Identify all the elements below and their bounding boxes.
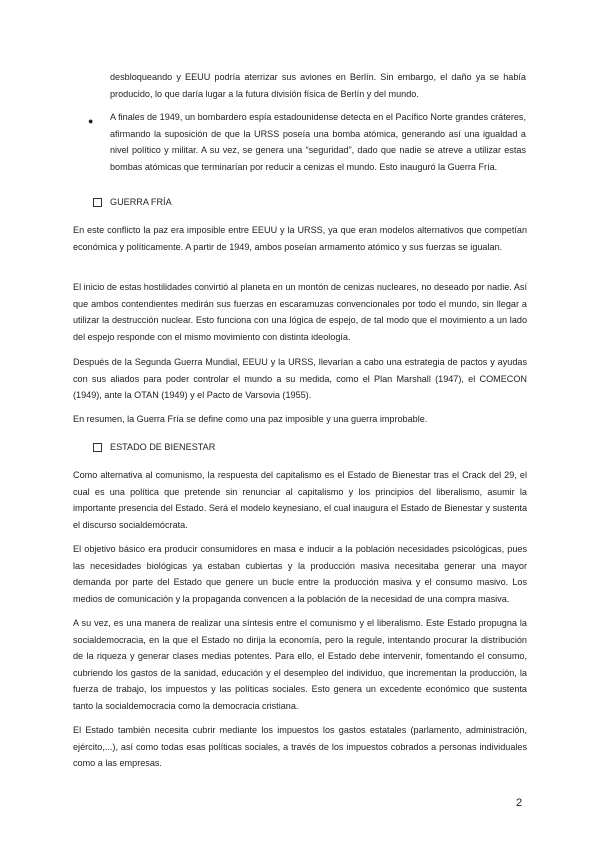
bullet-paragraph: A finales de 1949, un bombardero espía estadounidense detecta en el Pacífico Norte grandes cráteres, afirmando la suposición de que la URSS poseía una bomba atómica, generando así una igualdad a nivel político y militar. A su vez, se genera una “seguridad”, dado que nadie se atreve a utilizar estas bombas atómicas que terminarían por reducir a cenizas el mundo. Esto inauguró la Guerra Fría.: [110, 112, 526, 172]
section-heading-guerra-fria: [93, 196, 172, 208]
checkbox-icon[interactable]: [93, 198, 102, 207]
paragraph: En resumen, la Guerra Fría se define como una paz imposible y una guerra improbable.: [73, 414, 428, 424]
section-title: ESTADO DE BIENESTAR: [110, 442, 216, 452]
paragraph: A su vez, es una manera de realizar una síntesis entre el comunismo y el liberalismo. Este Estado propugna la socialdemocracia, en la que el Estado no dirija la economía, pero la regule, intentando procurar la distribución de la riqueza y generar clases medias potentes. Para ello, el Estado debe intervenir, fomentando el consumo, cubriendo los gastos de la sanidad, educación y el desempleo del individuo, que incrementan la producción, la fuerza de trabajo, los impuestos y las políticas sociales. Esto genera un excedente económico que sustenta tanto la socialdemocracia como la democracia cristiana.: [73, 618, 527, 711]
page-number: 2: [516, 797, 523, 809]
section-title: GUERRA FRÍA: [110, 197, 172, 207]
bullet-dot-icon: ●: [88, 116, 94, 126]
section-heading-estado-de-bienestar: [93, 441, 215, 453]
paragraph: El inicio de estas hostilidades convirtió al planeta en un montón de cenizas nucleares, no deseado por nadie. Así que ambos contendientes medirán sus fuerzas en escaramuzas convencionales por todo el mundo, sin llegar a utilizar la destrucción nuclear. Esto funciona con una lógica de espejo, de tal modo que el movimiento a un lado del espejo responde con el mismo movimiento con distinta ideología.: [73, 282, 527, 342]
paragraph: El Estado también necesita cubrir mediante los impuestos los gastos estatales (parlamento, administración, ejército,...), así como todas esas políticas sociales, a través de los impuestos cobrados a personas individuales como a las empresas.: [73, 725, 527, 769]
checkbox-icon[interactable]: [93, 443, 102, 452]
paragraph: Como alternativa al comunismo, la respuesta del capitalismo es el Estado de Bienestar tras el Crack del 29, el cual es una política que pretende sin renunciar al capitalismo y los principios del liberalismo, asumir la importante presencia del Estado. Será el modelo keynesiano, el cual inaugura el Estado de Bienestar y sustenta el discurso socialdemócrata.: [73, 470, 527, 530]
continuation-paragraph: desbloqueando y EEUU podría aterrizar sus aviones en Berlín. Sin embargo, el daño ya se había producido, lo que daría lugar a la futura división física de Berlín y del mundo.: [110, 72, 526, 99]
paragraph: Después de la Segunda Guerra Mundial, EEUU y la URSS, llevarían a cabo una estrategia de pactos y ayudas con sus aliados para poder controlar el mundo a su medida, como el Plan Marshall (1947), el COMECON (1949), ante la OTAN (1949) y el Pacto de Varsovia (1955).: [73, 357, 527, 401]
paragraph: El objetivo básico era producir consumidores en masa e inducir a la población necesidades psicológicas, pues las necesidades biológicas ya estaban cubiertas y la producción masiva necesitaba generar una mayor demanda por parte del Estado que genere un bucle entre la producción masiva y el consumo masivo. Los medios de comunicación y la propaganda convencen a la población de la necesidad de una compra masiva.: [73, 544, 527, 604]
paragraph: En este conflicto la paz era imposible entre EEUU y la URSS, ya que eran modelos alternativos que competían económica y políticamente. A partir de 1949, ambos poseían armamento atómico y sus fuerzas se igualan.: [73, 225, 527, 252]
